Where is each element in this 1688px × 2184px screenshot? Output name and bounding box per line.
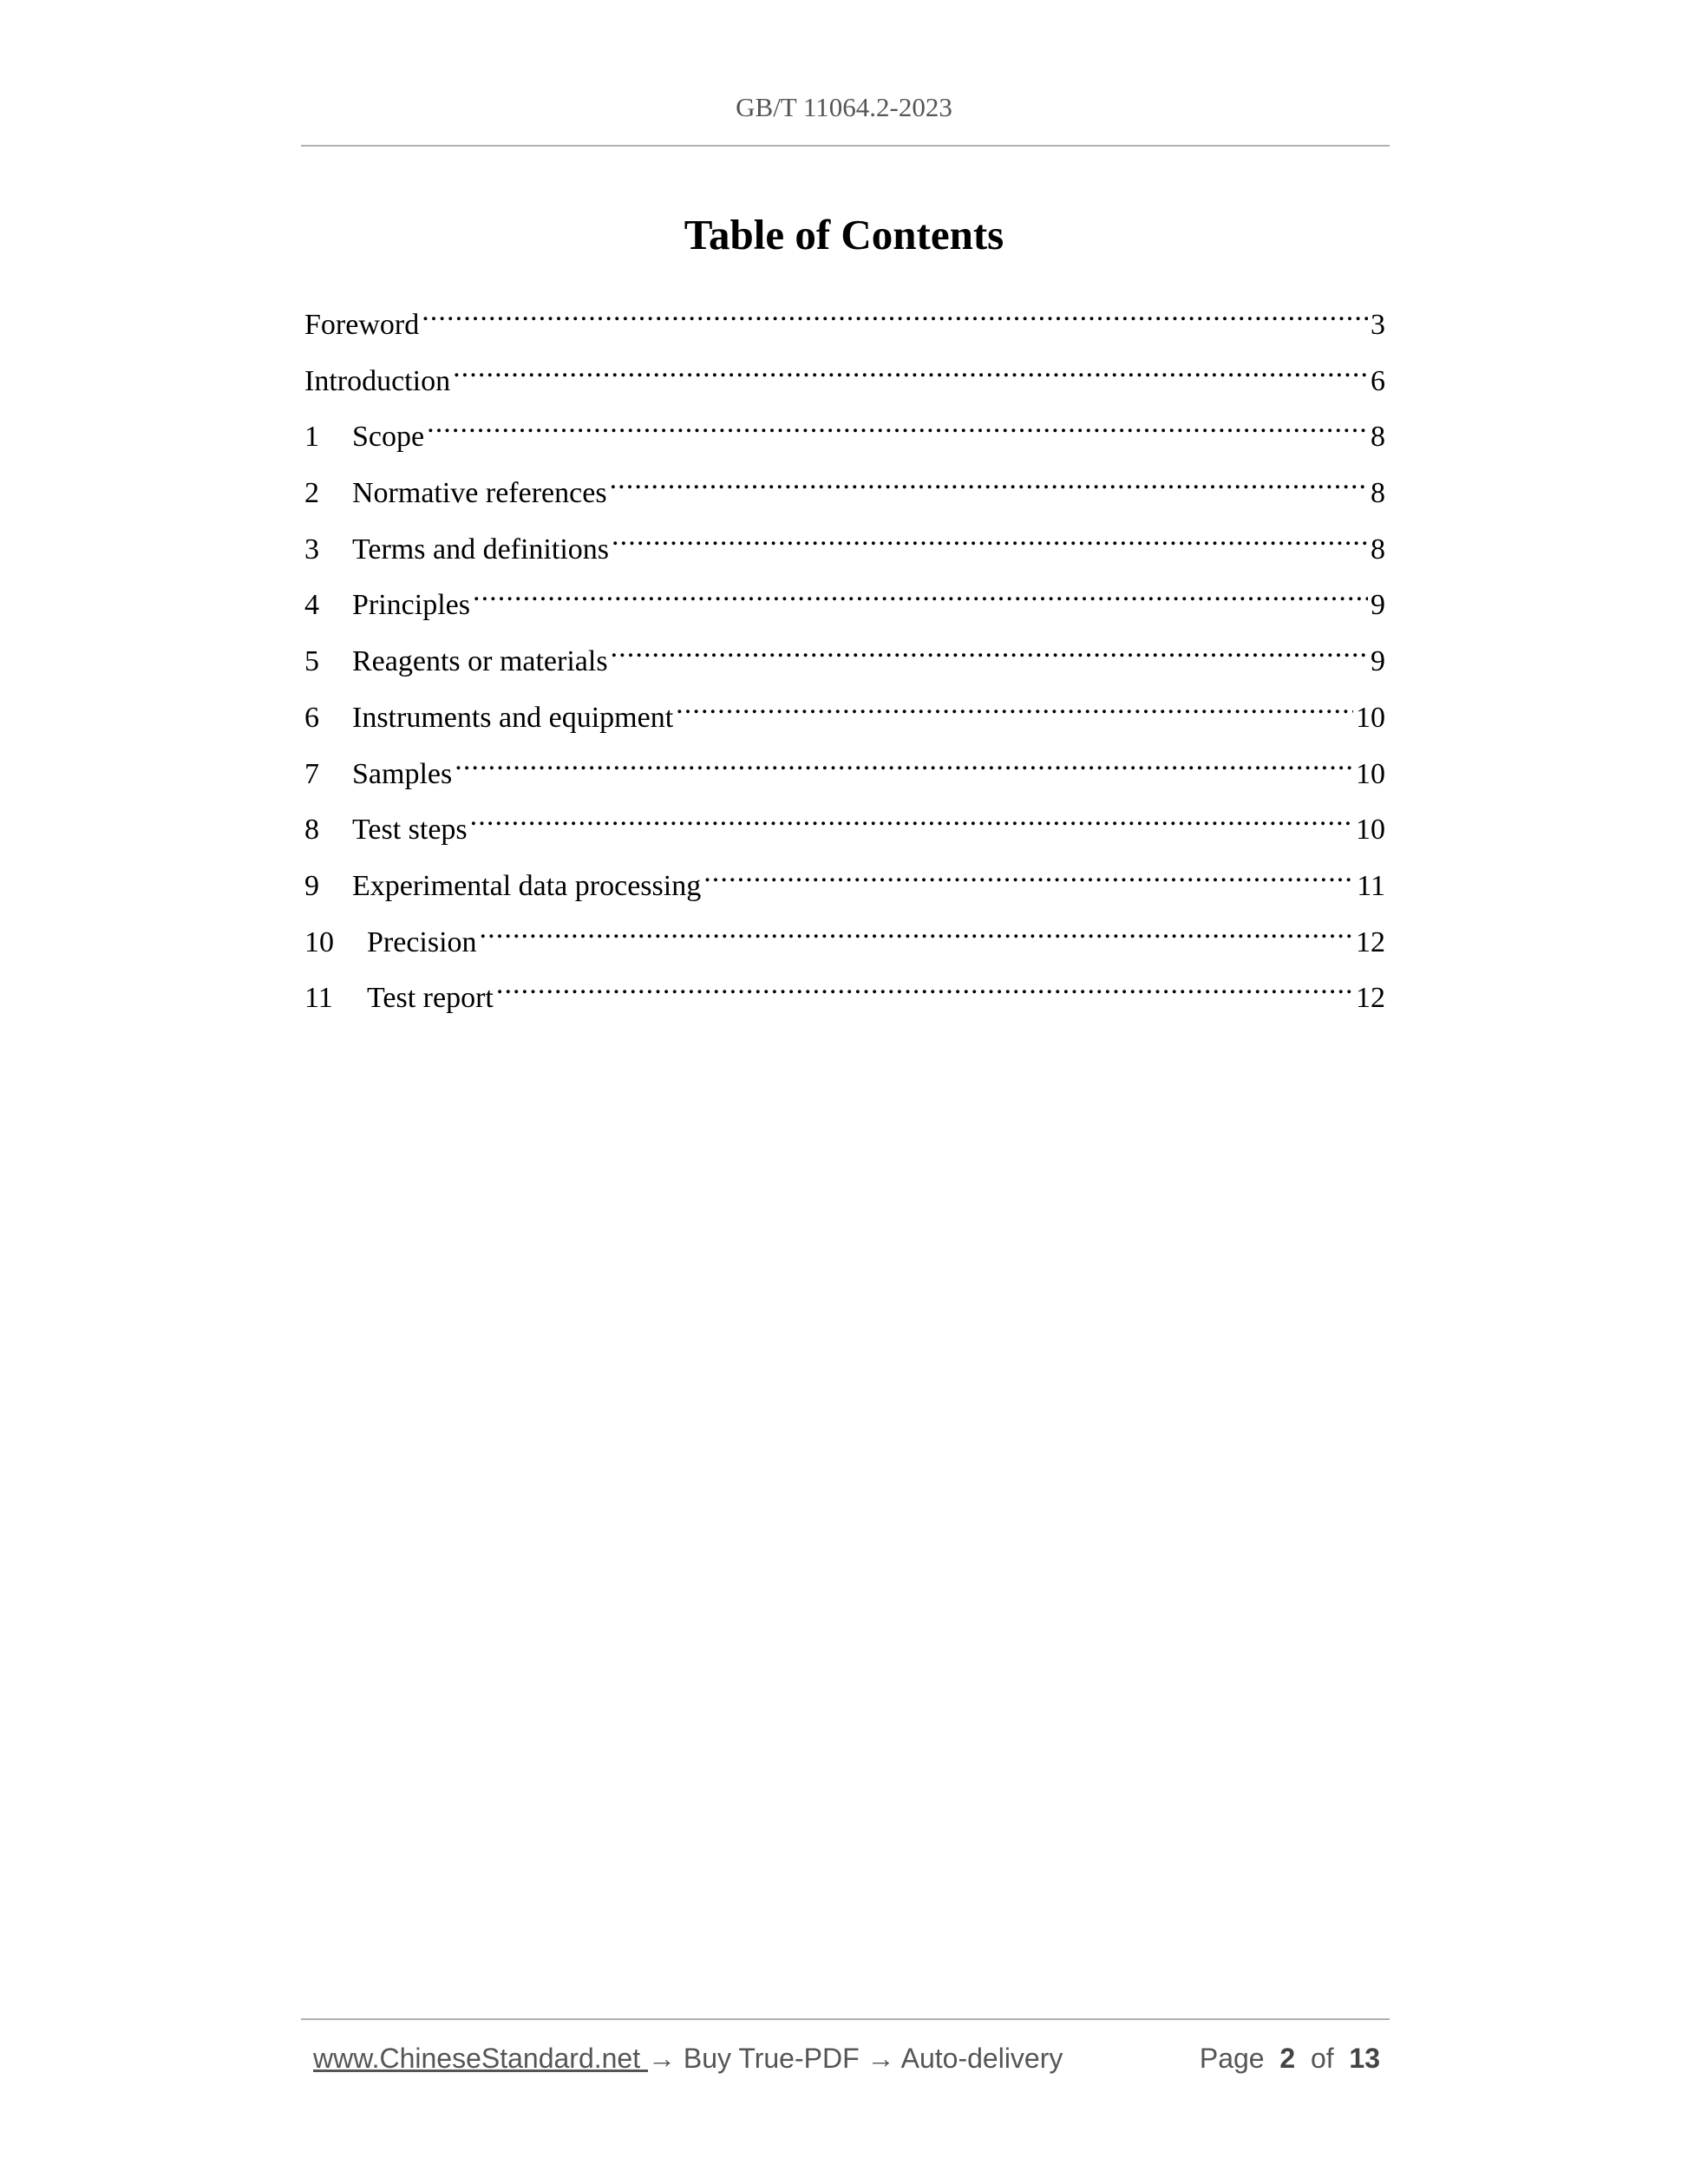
toc-dot-leader (496, 962, 1353, 1007)
toc-title: Table of Contents (684, 211, 1004, 258)
toc-entry-label: Foreword (304, 309, 420, 341)
toc-entry-test-steps[interactable] (304, 794, 1385, 850)
toc-entry-label: Test report (367, 982, 494, 1015)
toc-entry-number: 7 (304, 757, 319, 790)
toc-entry-number: 6 (304, 701, 319, 734)
toc-entry-scope[interactable] (304, 401, 1385, 457)
toc-dot-leader (453, 345, 1368, 390)
toc-entry-number: 2 (304, 477, 319, 510)
toc-dot-leader (455, 738, 1353, 783)
toc-entry-page: 12 (1356, 982, 1385, 1015)
toc-entry-page: 8 (1371, 421, 1385, 454)
toc-entry-introduction[interactable] (304, 345, 1385, 402)
toc-dot-leader (676, 682, 1353, 727)
toc-entry-label: Principles (352, 589, 470, 622)
toc-entry-label: Samples (352, 757, 453, 790)
page-label: Page (1199, 2043, 1265, 2074)
toc-entry-number: 1 (304, 421, 319, 454)
toc-entry-experimental-data-processing[interactable] (304, 850, 1385, 906)
arrow-right-icon: → (867, 2043, 895, 2074)
footer-promo (313, 2037, 1063, 2080)
website-link[interactable]: www.ChineseStandard.net (313, 2043, 648, 2074)
toc-entry-page: 10 (1356, 814, 1385, 847)
toc-entry-terms-and-definitions[interactable] (304, 513, 1385, 570)
buy-true-pdf-text: Buy True-PDF (676, 2043, 867, 2074)
toc-entry-number: 4 (304, 589, 319, 622)
toc-entry-page: 6 (1371, 364, 1385, 397)
toc-entry-page: 3 (1371, 309, 1385, 341)
toc-entry-page: 10 (1356, 757, 1385, 790)
toc-entry-label: Precision (367, 925, 477, 958)
toc-entry-number: 5 (304, 645, 319, 678)
arrow-right-icon: → (648, 2043, 676, 2074)
toc-dot-leader (480, 906, 1353, 951)
toc-entry-label: Experimental data processing (352, 869, 702, 902)
toc-dot-leader (703, 850, 1354, 895)
toc-entry-instruments-and-equipment[interactable] (304, 682, 1385, 738)
toc-entry-number: 9 (304, 869, 319, 902)
toc-entry-number: 11 (304, 982, 333, 1015)
toc-entry-number: 8 (304, 814, 319, 847)
toc-entry-label: Instruments and equipment (352, 701, 674, 734)
toc-entry-reagents-or-materials[interactable] (304, 625, 1385, 682)
toc-entry-page: 9 (1371, 589, 1385, 622)
toc-entry-foreword[interactable] (304, 289, 1385, 345)
toc-entry-label: Terms and definitions (352, 533, 610, 566)
toc-entry-page: 11 (1357, 869, 1385, 902)
toc-entry-number: 3 (304, 533, 319, 566)
current-page-number: 2 (1279, 2043, 1296, 2074)
toc-dot-leader (611, 625, 1368, 670)
toc-dot-leader (470, 794, 1353, 839)
page-of-label: of (1310, 2043, 1334, 2074)
toc-entry-precision[interactable] (304, 906, 1385, 963)
total-page-count: 13 (1349, 2043, 1380, 2074)
toc-entry-page: 10 (1356, 701, 1385, 734)
toc-entry-label: Test steps (352, 814, 468, 847)
toc-entry-page: 8 (1371, 533, 1385, 566)
toc-dot-leader (427, 401, 1368, 446)
toc-entry-label: Introduction (304, 364, 451, 397)
toc-entry-label: Reagents or materials (352, 645, 608, 678)
toc-list (304, 289, 1385, 1018)
toc-entry-principles[interactable] (304, 569, 1385, 625)
toc-dot-leader (612, 513, 1368, 559)
toc-dot-leader (473, 569, 1368, 614)
toc-entry-label: Scope (352, 421, 425, 454)
toc-entry-page: 9 (1371, 645, 1385, 678)
toc-entry-page: 12 (1356, 925, 1385, 958)
page-footer (313, 2037, 1380, 2080)
document-code-header: GB/T 11064.2-2023 (736, 92, 952, 122)
toc-entry-samples[interactable] (304, 738, 1385, 794)
auto-delivery-text: Auto-delivery (894, 2043, 1063, 2074)
toc-entry-normative-references[interactable] (304, 457, 1385, 513)
toc-entry-page: 8 (1371, 477, 1385, 510)
footer-divider (301, 2018, 1390, 2020)
toc-entry-test-report[interactable] (304, 962, 1385, 1018)
page-number-indicator (1200, 2037, 1380, 2080)
toc-dot-leader (610, 457, 1368, 502)
toc-dot-leader (422, 289, 1368, 334)
toc-entry-number: 10 (304, 925, 334, 958)
toc-entry-label: Normative references (352, 477, 607, 510)
header-divider (301, 145, 1390, 147)
